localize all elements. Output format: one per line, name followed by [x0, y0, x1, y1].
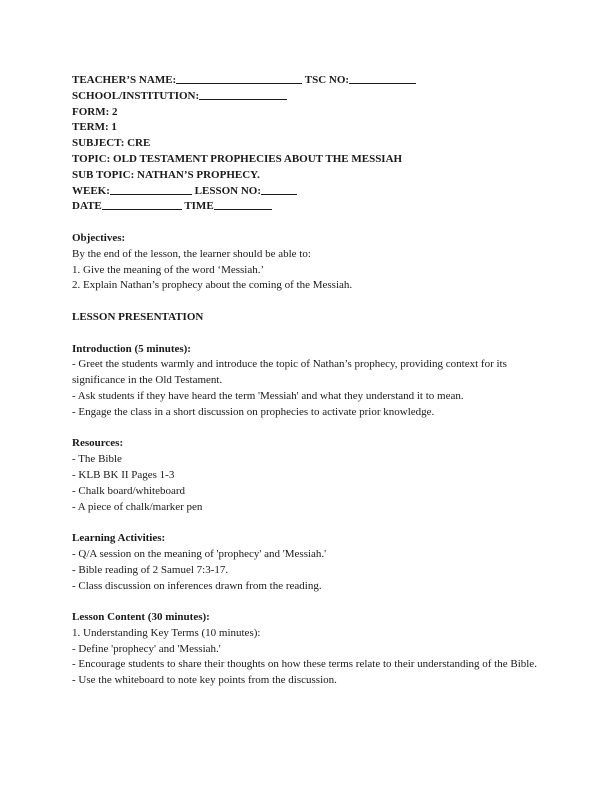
lesson-content-item: - Define 'prophecy' and 'Messiah.'	[72, 642, 221, 655]
week-lesson-line	[72, 184, 542, 200]
date-label: DATE	[72, 200, 102, 213]
learning-activity-item: - Bible reading of 2 Samuel 7:3-17.	[72, 563, 229, 576]
time-label: TIME	[184, 200, 214, 213]
subject-line: SUBJECT: CRE	[72, 137, 151, 150]
form-line: FORM: 2	[72, 105, 118, 118]
resource-item: - A piece of chalk/marker pen	[72, 500, 203, 513]
objective-item: 2. Explain Nathan’s prophecy about the coming of the Messiah.	[72, 279, 353, 292]
objectives-heading: Objectives:	[72, 231, 126, 244]
objective-item: 1. Give the meaning of the word ‘Messiah.’	[72, 263, 265, 276]
introduction-item: - Ask students if they have heard the term 'Messiah' and what they understand it to mean.	[72, 389, 464, 402]
school-blank	[199, 89, 287, 100]
week-blank	[110, 184, 192, 195]
introduction-item: - Greet the students warmly and introduce the topic of Nathan’s prophecy, providing context for its significance in the Old Testament.	[72, 358, 507, 387]
lesson-plan-document	[72, 73, 542, 689]
topic-line: TOPIC: OLD TESTAMENT PROPHECIES ABOUT THE MESSIAH	[72, 152, 403, 165]
teacher-tsc-line	[72, 73, 542, 89]
resources-heading: Resources:	[72, 437, 124, 450]
learning-activity-item: - Q/A session on the meaning of 'prophecy' and 'Messiah.'	[72, 547, 327, 560]
date-time-line	[72, 199, 542, 215]
tsc-no-blank	[349, 73, 416, 84]
lesson-content-item: - Encourage students to share their thoughts on how these terms relate to their understanding of the Bible.	[72, 658, 537, 671]
time-blank	[214, 199, 272, 210]
lesson-content-item: 1. Understanding Key Terms (10 minutes):	[72, 626, 261, 639]
lesson-no-blank	[261, 184, 297, 195]
teacher-name-blank	[176, 73, 302, 84]
term-line: TERM: 1	[72, 121, 117, 134]
learning-activity-item: - Class discussion on inferences drawn from the reading.	[72, 579, 322, 592]
lesson-no-label: LESSON NO:	[194, 184, 261, 197]
lesson-content-heading: Lesson Content (30 minutes):	[72, 611, 210, 624]
school-line	[72, 89, 542, 105]
date-blank	[102, 199, 182, 210]
resource-item: - Chalk board/whiteboard	[72, 484, 186, 497]
sub-topic-line: SUB TOPIC: NATHAN’S PROPHECY.	[72, 168, 260, 181]
resource-item: - KLB BK II Pages 1-3	[72, 468, 175, 481]
tsc-no-label: TSC NO:	[304, 74, 350, 86]
lesson-presentation-heading: LESSON PRESENTATION	[72, 310, 204, 323]
objectives-intro: By the end of the lesson, the learner should be able to:	[72, 247, 311, 260]
teacher-name-label: TEACHER’S NAME:	[72, 74, 177, 86]
lesson-content-item: - Use the whiteboard to note key points from the discussion.	[72, 674, 337, 687]
learning-activities-heading: Learning Activities:	[72, 532, 166, 545]
introduction-item: - Engage the class in a short discussion on prophecies to activate prior knowledge.	[72, 405, 435, 418]
school-label: SCHOOL/INSTITUTION:	[72, 89, 200, 102]
week-label: WEEK:	[72, 184, 110, 197]
introduction-heading: Introduction (5 minutes):	[72, 342, 191, 355]
resource-item: - The Bible	[72, 453, 122, 466]
